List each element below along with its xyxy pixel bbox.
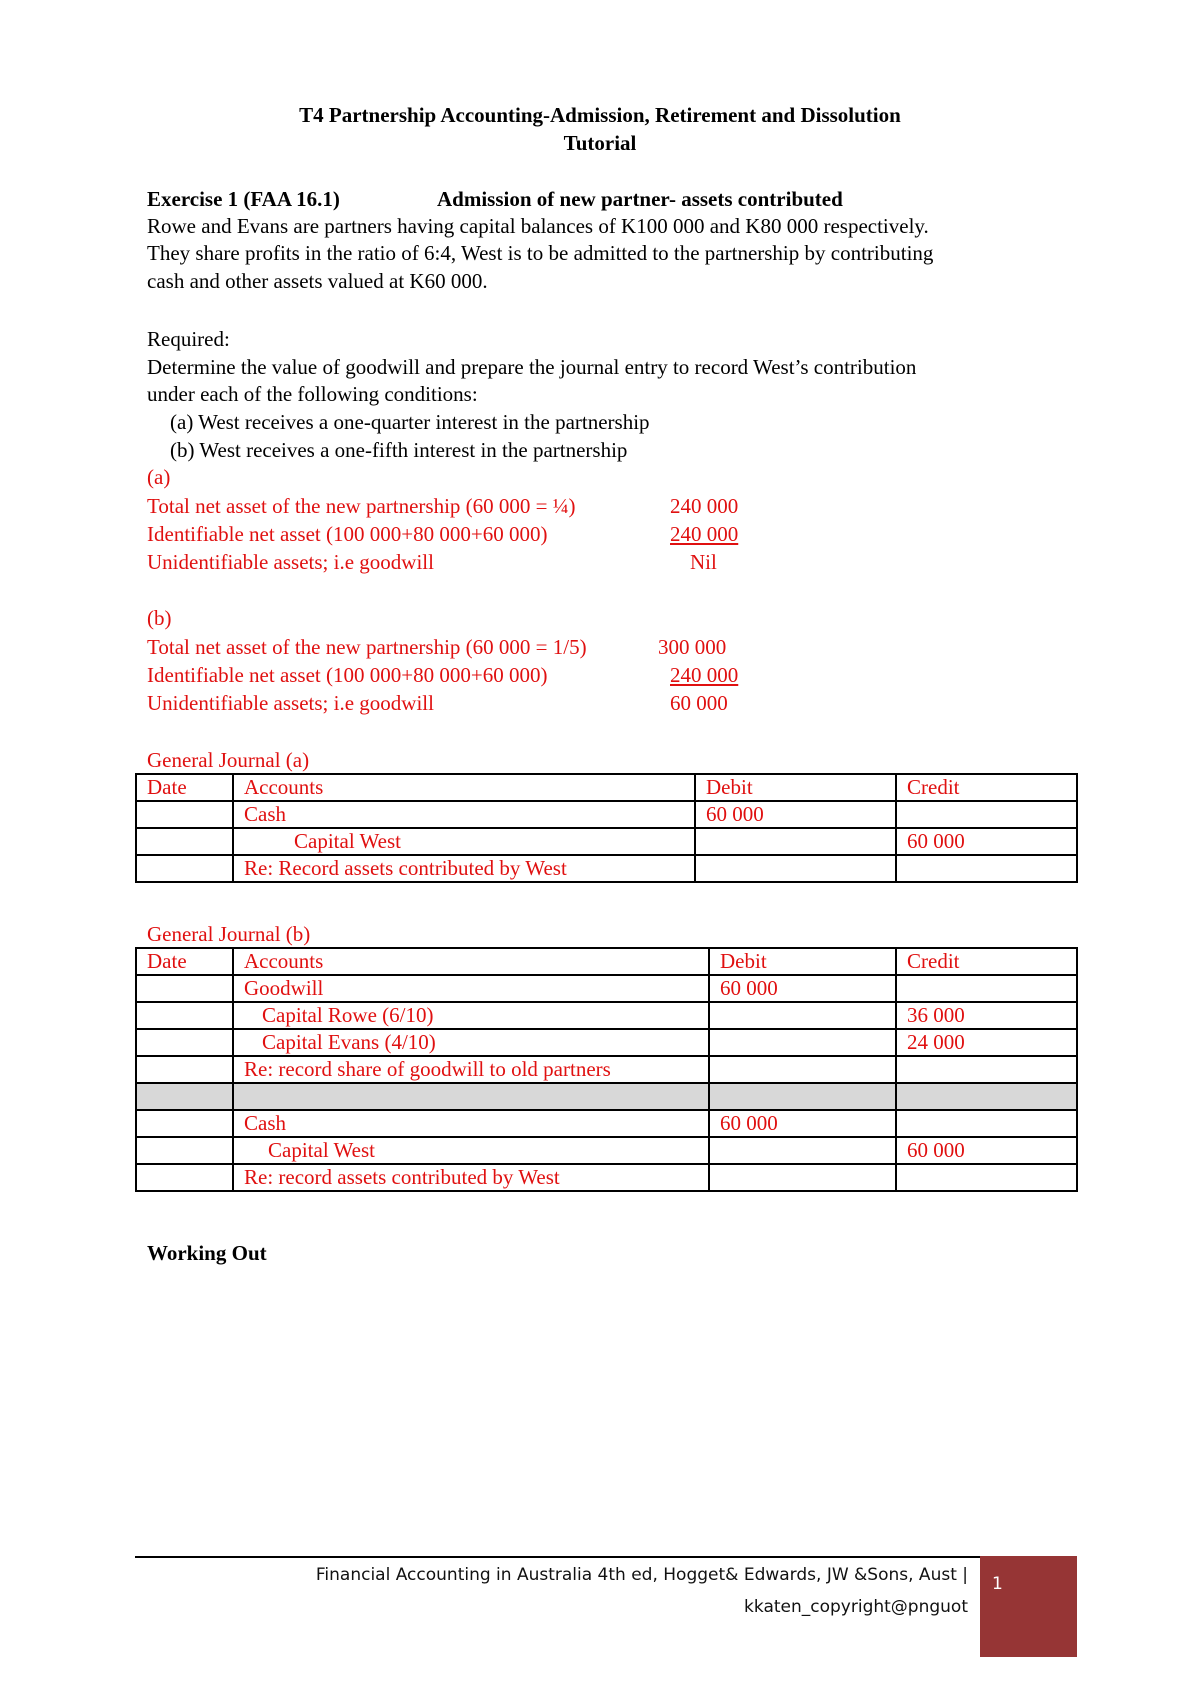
- cell-account: Goodwill: [233, 975, 709, 1002]
- solution-a-row-amount: Nil: [690, 550, 717, 574]
- header-accounts: Accounts: [233, 774, 695, 801]
- footer-divider: [135, 1556, 980, 1558]
- cell-date: [136, 1083, 233, 1110]
- solution-b-row-text: Unidentifiable assets; i.e goodwill: [147, 691, 434, 715]
- document-subtitle: Tutorial: [563, 131, 637, 155]
- table-row: [136, 1029, 1077, 1056]
- cell-debit: 60 000: [709, 1110, 896, 1137]
- required-label: Required:: [147, 327, 230, 351]
- cell-debit: [709, 1029, 896, 1056]
- exercise-body-line: Rowe and Evans are partners having capital balances of K100 000 and K80 000 respectively.: [147, 214, 929, 238]
- journal-a-table: [135, 773, 1078, 883]
- cell-debit: [709, 1002, 896, 1029]
- solution-a-label: (a): [147, 465, 171, 489]
- cell-date: [136, 855, 233, 882]
- solution-b-label: (b): [147, 606, 172, 630]
- footer-citation: Financial Accounting in Australia 4th ed, Hogget& Edwards, JW &Sons, Aust |: [315, 1565, 968, 1585]
- header-date: Date: [136, 774, 233, 801]
- footer-copyright: kkaten_copyright@pnguot: [744, 1597, 968, 1617]
- solution-b-row-text: Identifiable net asset (100 000+80 000+60 000): [147, 663, 548, 687]
- working-out-heading: Working Out: [147, 1241, 267, 1265]
- solution-a-row-text: Unidentifiable assets; i.e goodwill: [147, 550, 434, 574]
- cell-date: [136, 1056, 233, 1083]
- header-debit: Debit: [709, 948, 896, 975]
- header-accounts: Accounts: [233, 948, 709, 975]
- cell-date: [136, 975, 233, 1002]
- cell-account: Capital Evans (4/10): [233, 1029, 709, 1056]
- solution-a-row-amount: 240 000: [670, 522, 739, 546]
- cell-date: [136, 1002, 233, 1029]
- cell-credit: [896, 975, 1077, 1002]
- solution-b-row-amount: 300 000: [658, 635, 727, 659]
- table-row: [136, 1164, 1077, 1191]
- journal-b-table: [135, 947, 1078, 1192]
- table-row: [136, 801, 1077, 828]
- condition-b: (b) West receives a one-fifth interest in the partnership: [170, 438, 628, 462]
- cell-credit: 24 000: [896, 1029, 1077, 1056]
- cell-account: [233, 1083, 709, 1110]
- cell-credit: [896, 1056, 1077, 1083]
- header-credit: Credit: [896, 774, 1077, 801]
- solution-a-row-text: Identifiable net asset (100 000+80 000+60 000): [147, 522, 548, 546]
- cell-credit: 36 000: [896, 1002, 1077, 1029]
- cell-credit: 60 000: [896, 1137, 1077, 1164]
- exercise-body-line: cash and other assets valued at K60 000.: [147, 269, 488, 293]
- cell-debit: 60 000: [695, 801, 896, 828]
- required-line: Determine the value of goodwill and prepare the journal entry to record West’s contribution: [147, 355, 917, 379]
- required-line: under each of the following conditions:: [147, 382, 478, 406]
- cell-account: Capital West: [233, 1137, 709, 1164]
- cell-account: Capital Rowe (6/10): [233, 1002, 709, 1029]
- header-debit: Debit: [695, 774, 896, 801]
- cell-debit: [709, 1056, 896, 1083]
- cell-account: Re: Record assets contributed by West: [233, 855, 695, 882]
- cell-debit: [695, 828, 896, 855]
- page-number: 1: [992, 1574, 1003, 1594]
- solution-b-row-amount: 240 000: [670, 663, 739, 687]
- cell-credit: [896, 1110, 1077, 1137]
- journal-b-title: General Journal (b): [147, 922, 311, 946]
- cell-date: [136, 801, 233, 828]
- cell-date: [136, 1029, 233, 1056]
- header-date: Date: [136, 948, 233, 975]
- document-title: T4 Partnership Accounting-Admission, Retirement and Dissolution: [299, 103, 901, 127]
- journal-a-title: General Journal (a): [147, 748, 310, 772]
- solution-a-row-amount: 240 000: [670, 494, 739, 518]
- cell-account: Cash: [233, 801, 695, 828]
- table-row: [136, 828, 1077, 855]
- solution-a-row-text: Total net asset of the new partnership (60 000 = ¼): [147, 494, 576, 518]
- table-row: [136, 855, 1077, 882]
- header-credit: Credit: [896, 948, 1077, 975]
- solution-b-row-amount: 60 000: [670, 691, 728, 715]
- exercise-topic: Admission of new partner- assets contributed: [437, 187, 843, 211]
- cell-debit: [709, 1083, 896, 1110]
- cell-credit: [896, 801, 1077, 828]
- table-row: [136, 1002, 1077, 1029]
- table-row: [136, 975, 1077, 1002]
- cell-account: Capital West: [233, 828, 695, 855]
- cell-credit: [896, 1083, 1077, 1110]
- cell-date: [136, 828, 233, 855]
- condition-a: (a) West receives a one-quarter interest in the partnership: [170, 410, 650, 434]
- cell-date: [136, 1110, 233, 1137]
- cell-debit: [709, 1137, 896, 1164]
- cell-credit: 60 000: [896, 828, 1077, 855]
- page-number-box: [980, 1556, 1077, 1657]
- cell-credit: [896, 1164, 1077, 1191]
- table-row: [136, 1137, 1077, 1164]
- table-row: [136, 1110, 1077, 1137]
- cell-debit: [709, 1164, 896, 1191]
- cell-date: [136, 1137, 233, 1164]
- table-header-row: [136, 774, 1077, 801]
- table-row: [136, 1056, 1077, 1083]
- exercise-body-line: They share profits in the ratio of 6:4, West is to be admitted to the partnership by contributing: [147, 241, 934, 265]
- table-header-row: [136, 948, 1077, 975]
- exercise-label: Exercise 1 (FAA 16.1): [147, 187, 340, 211]
- table-separator-row: [136, 1083, 1077, 1110]
- cell-account: Cash: [233, 1110, 709, 1137]
- cell-date: [136, 1164, 233, 1191]
- cell-debit: 60 000: [709, 975, 896, 1002]
- cell-debit: [695, 855, 896, 882]
- cell-credit: [896, 855, 1077, 882]
- cell-account: Re: record assets contributed by West: [233, 1164, 709, 1191]
- cell-account: Re: record share of goodwill to old partners: [233, 1056, 709, 1083]
- solution-b-row-text: Total net asset of the new partnership (60 000 = 1/5): [147, 635, 587, 659]
